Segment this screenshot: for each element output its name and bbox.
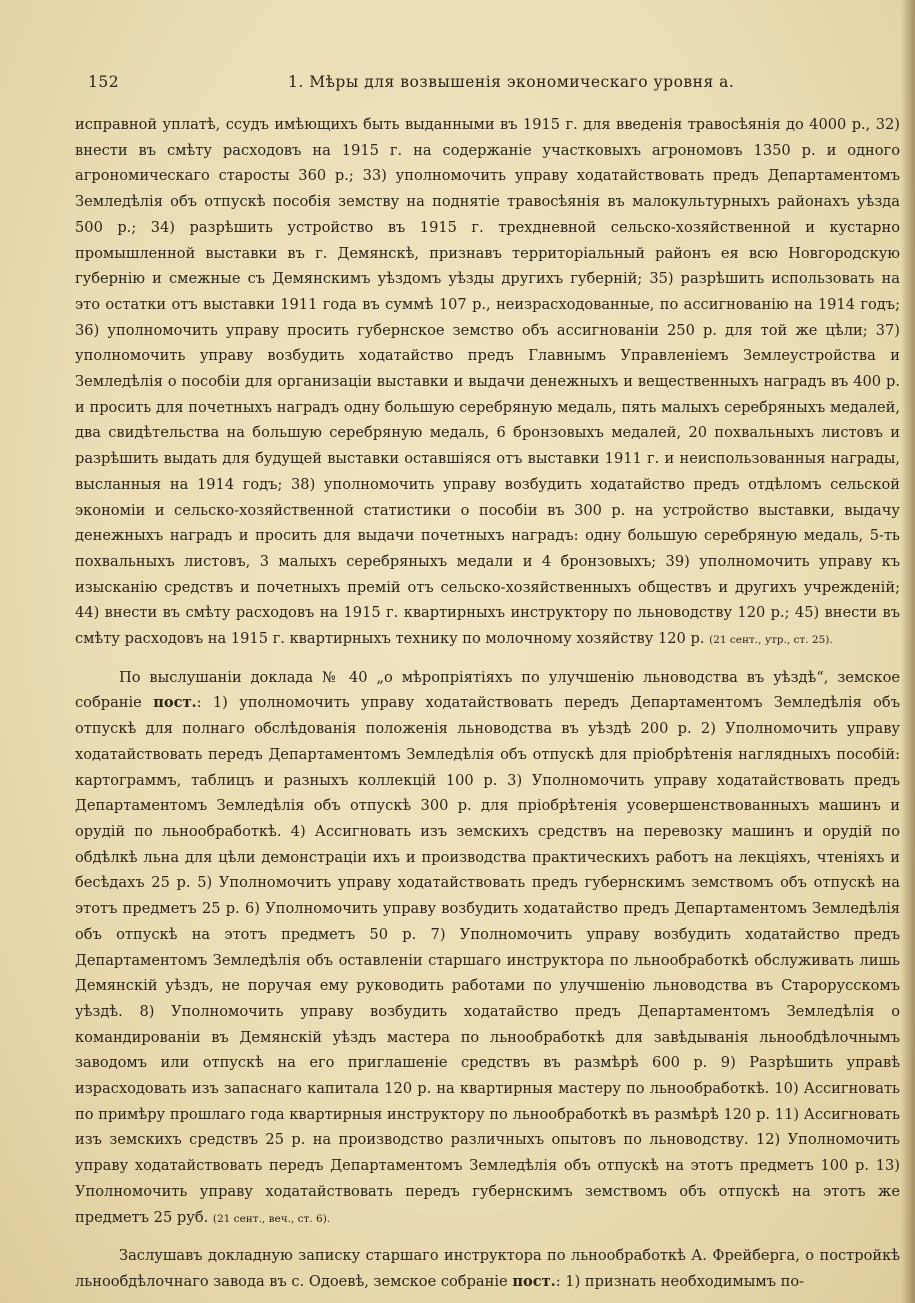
page-edge-shadow (901, 0, 915, 1303)
paragraph-text: исправной уплатѣ, ссудъ имѣющихъ быть выданными въ 1915 г. для введенія травосѣянія до 4000 р., 32) внести въ смѣту расходовъ на 1915 г. на содержаніе участковыхъ агрономовъ 1350 р. и одного агрономическаго старосты 360 р.; 33) уполномочить управу ходатайствовать предъ Департаментомъ Земледѣлія объ отпускѣ пособія земству на поднятіе травосѣянія въ малокультурныхъ районахъ уѣзда 500 р.; 34) разрѣшить устройство въ 1915 г. трехдневной сельско-хозяйственной и кустарно промышленной выставки въ г. Демянскѣ, признавъ территоріальный районъ ея всю Новгородскую губернію и смежные съ Демянскимъ уѣздомъ уѣзды другихъ губерній; 35) разрѣшить использовать на это остатки отъ выставки 1911 года въ суммѣ 107 р., неизрасходованные, по ассигнованію на 1914 годъ; 36) уполномочить управу просить губернское земство объ ассигнованіи 250 р. для той же цѣли; 37) уполномочить управу возбудить ходатайство предъ Главнымъ Управленіемъ Землеустройства и Земледѣлія о пособіи для организаціи выставки и выдачи денежныхъ и вещественныхъ наградъ въ 400 р. и просить для почетныхъ наградъ одну большую серебряную медаль, пять малыхъ серебряныхъ медалей, два свидѣтельства на большую серебряную медаль, 6 бронзовыхъ медалей, 20 похвальныхъ листовъ и разрѣшить выдать для будущей выставки оставшіяся отъ выставки 1911 г. и неиспользованныя награды, высланныя на 1914 годъ; 38) уполномочить управу возбудить ходатайство предъ отдѣломъ сельской экономіи и сельско-хозяйственной статистики о пособіи въ 300 р. на устройство выставки, выдачу денежныхъ наградъ и просить для выдачи почетныхъ наградъ: одну большую серебряную медаль, 5-ть похвальныхъ листовъ, 3 малыхъ серебряныхъ медали и 4 бронзовыхъ; 39) уполномочить управу къ изысканію средствъ и почетныхъ премій отъ сельско-хозяйственныхъ обществъ и другихъ учрежденій; 44) внести въ смѣту расходовъ на 1915 г. квартирныхъ инструктору по льноводству 120 р.; 45) внести въ смѣту расходовъ на 1915 г. квартирныхъ технику по молочному хозяйству 120 р. (75, 116, 900, 648)
paragraph-text-body: : 1) уполномочить управу ходатайствовать передъ Департаментомъ Земледѣлія объ отпускѣ для полнаго обслѣдованія положенія льноводства въ уѣздѣ 200 р. 2) Уполномочить управу ходатайствовать передъ Департаментомъ Земледѣлія объ отпускѣ для пріобрѣтенія наглядныхъ пособій: картограммъ, таблицъ и разныхъ коллекцій 100 р. 3) Уполномочить управу ходатайствовать предъ Департаментомъ Земледѣлія объ отпускѣ 300 р. для пріобрѣтенія усовершенствованныхъ машинъ и орудій по льнообработкѣ. 4) Ассигновать изъ земскихъ средствъ на перевозку машинъ и орудій по обдѣлкѣ льна для цѣли демонстраціи ихъ и производства практическихъ работъ на лекціяхъ, чтеніяхъ и бесѣдахъ 25 р. 5) Уполномочить управу ходатайствовать предъ губернскимъ земствомъ объ отпускѣ на этотъ предметъ 25 р. 6) Уполномочить управу возбудить ходатайство предъ Департаментомъ Земледѣлія объ отпускѣ на этотъ предметъ 50 р. 7) Уполномочить управу возбудить ходатайство предъ Департаментомъ Земледѣлія объ оставленіи старшаго инструктора по льнообработкѣ обслуживать лишь Демянскій уѣздъ, не поручая ему руководить работами по улучшенію льноводства въ Старорусскомъ уѣздѣ. 8) Уполномочить управу возбудить ходатайство предъ Департаментомъ Земледѣлія о командированіи въ Демянскій уѣздъ мастера по льнообработкѣ для завѣдыванія льнообдѣлочнымъ заводомъ или отпускѣ на его приглашеніе средствъ въ размѣрѣ 600 р. 9) Разрѣшить управѣ израсходовать изъ запаснаго капитала 120 р. на квартирныя мастеру по льнообработкѣ. 10) Ассигновать по примѣру прошлаго года квартирныя инструктору по льнообработкѣ въ размѣрѣ 120 р. 11) Ассигновать изъ земскихъ средствъ 25 р. на производство различныхъ опытовъ по льноводству. 12) Уполномочить управу ходатайствовать передъ Департаментомъ Земледѣлія объ отпускѣ на этотъ предметъ 100 р. 13) Уполномочить управу ходатайствовать передъ губернскимъ земствомъ объ отпускѣ на этотъ же предметъ 25 руб. (75, 694, 900, 1226)
paragraph-resolutions-continued (75, 112, 900, 654)
session-reference: (21 сент., утр., ст. 25). (709, 634, 833, 647)
paragraph-flax-factory (75, 1243, 900, 1294)
session-reference: (21 сент., веч., ст. 6). (212, 1212, 331, 1225)
resolution-keyword: пост. (153, 694, 197, 712)
paragraph-text-body: : 1) признать необходимымъ по- (555, 1272, 805, 1290)
page-number: 152 (88, 73, 120, 91)
page-body (75, 112, 900, 1295)
paragraph-text-intro: По выслушаніи доклада № 40 „о мѣропріятіяхъ по улучшенію льноводства въ уѣздѣ“, земское собраніе (75, 668, 900, 712)
paragraph-text-intro: Заслушавъ докладную записку старшаго инструктора по льнообработкѣ А. Фрейберга, о постройкѣ льнообдѣлочнаго завода въ с. Одоевѣ, земское собраніе (75, 1247, 900, 1290)
resolution-keyword: пост. (512, 1272, 556, 1290)
running-title: 1. Мѣры для возвышенія экономическаго уровня а. (288, 73, 735, 91)
paragraph-flax-growing (75, 665, 900, 1232)
